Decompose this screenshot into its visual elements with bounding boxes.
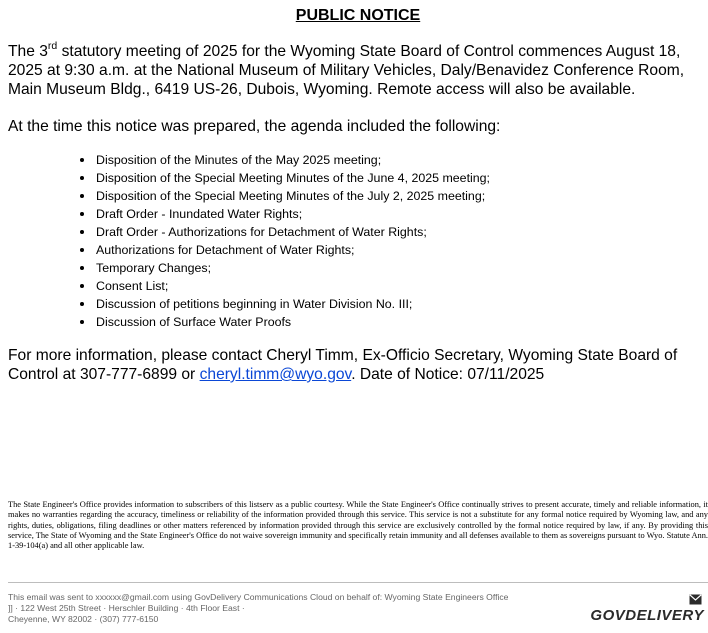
agenda-item: Draft Order - Authorizations for Detachment of Water Rights; [96,223,490,241]
notice-date-text: . Date of Notice: 07/11/2025 [351,366,545,383]
meeting-intro-paragraph [8,39,708,99]
agenda-list [96,151,490,331]
footer-divider [8,582,708,583]
brand-wordmark: GOVDELIVERY [590,607,704,624]
contact-text: For more information, please contact Cheryl Timm, Ex-Officio Secretary, Wyoming State Board of Control at 307-777-6899 or [8,347,678,383]
agenda-item: Draft Order - Inundated Water Rights; [96,205,490,223]
agenda-item: Discussion of Surface Water Proofs [96,313,490,331]
notice-title: PUBLIC NOTICE [295,7,421,24]
envelope-icon [689,594,702,605]
intro-text-start: The 3 [8,43,48,60]
agenda-item: Temporary Changes; [96,259,490,277]
footer-sent-to: This email was sent to xxxxxx@gmail.com using GovDelivery Communications Cloud on behalf of: Wyoming State Engineers Office [8,592,509,602]
contact-email-link[interactable]: cheryl.timm@wyo.gov [199,366,352,383]
agenda-intro: At the time this notice was prepared, the agenda included the following: [8,118,501,135]
contact-paragraph [8,346,708,384]
intro-text-rest: statutory meeting of 2025 for the Wyoming State Board of Control commences August 18, 2025 at 9:30 a.m. at the National Museum of Military Vehicles, Daly/Benavidez Conference Room, Main Museum Bldg., 6419 US-26, Dubois, Wyoming. Remote access will also be available. [8,43,685,98]
govdelivery-logo[interactable] [586,596,704,624]
footer-address-line: ]] · 122 West 25th Street · Herschler Building · 4th Floor East · [8,602,245,613]
email-footer [8,592,598,624]
agenda-item: Disposition of the Minutes of the May 2025 meeting; [96,151,490,169]
agenda-item: Consent List; [96,277,490,295]
disclaimer-text: The State Engineer's Office provides information to subscribers of this listserv as a public courtesy. While the State Engineer's Office continually strives to present accurate, timely and reliable information, it makes no warranties regarding the accuracy, timeliness or reliability of the information provided through this service. This service is not a substitute for any formal notice required by Wyoming law, and any rights, duties, obligations, filing deadlines or other matters referenced by information provided through this service are exclusively controlled by the formal notice required by law, if any. By providing this service, The State of Wyoming and the State Engineer's Office do not waive sovereign immunity and specifically retain immunity and all defenses available to them as sovereigns pursuant to Wyo. Statute Ann. 1-39-104(a) and all other applicable law. [8,500,708,551]
agenda-item: Disposition of the Special Meeting Minutes of the June 4, 2025 meeting; [96,171,490,185]
agenda-item: Authorizations for Detachment of Water Rights; [96,241,490,259]
footer-city-line: Cheyenne, WY 82002 · (307) 777-6150 [8,613,159,624]
agenda-item: Disposition of the Special Meeting Minutes of the July 2, 2025 meeting; [96,187,490,205]
ordinal-suffix: rd [47,39,58,52]
agenda-item: Discussion of petitions beginning in Water Division No. III; [96,295,490,313]
